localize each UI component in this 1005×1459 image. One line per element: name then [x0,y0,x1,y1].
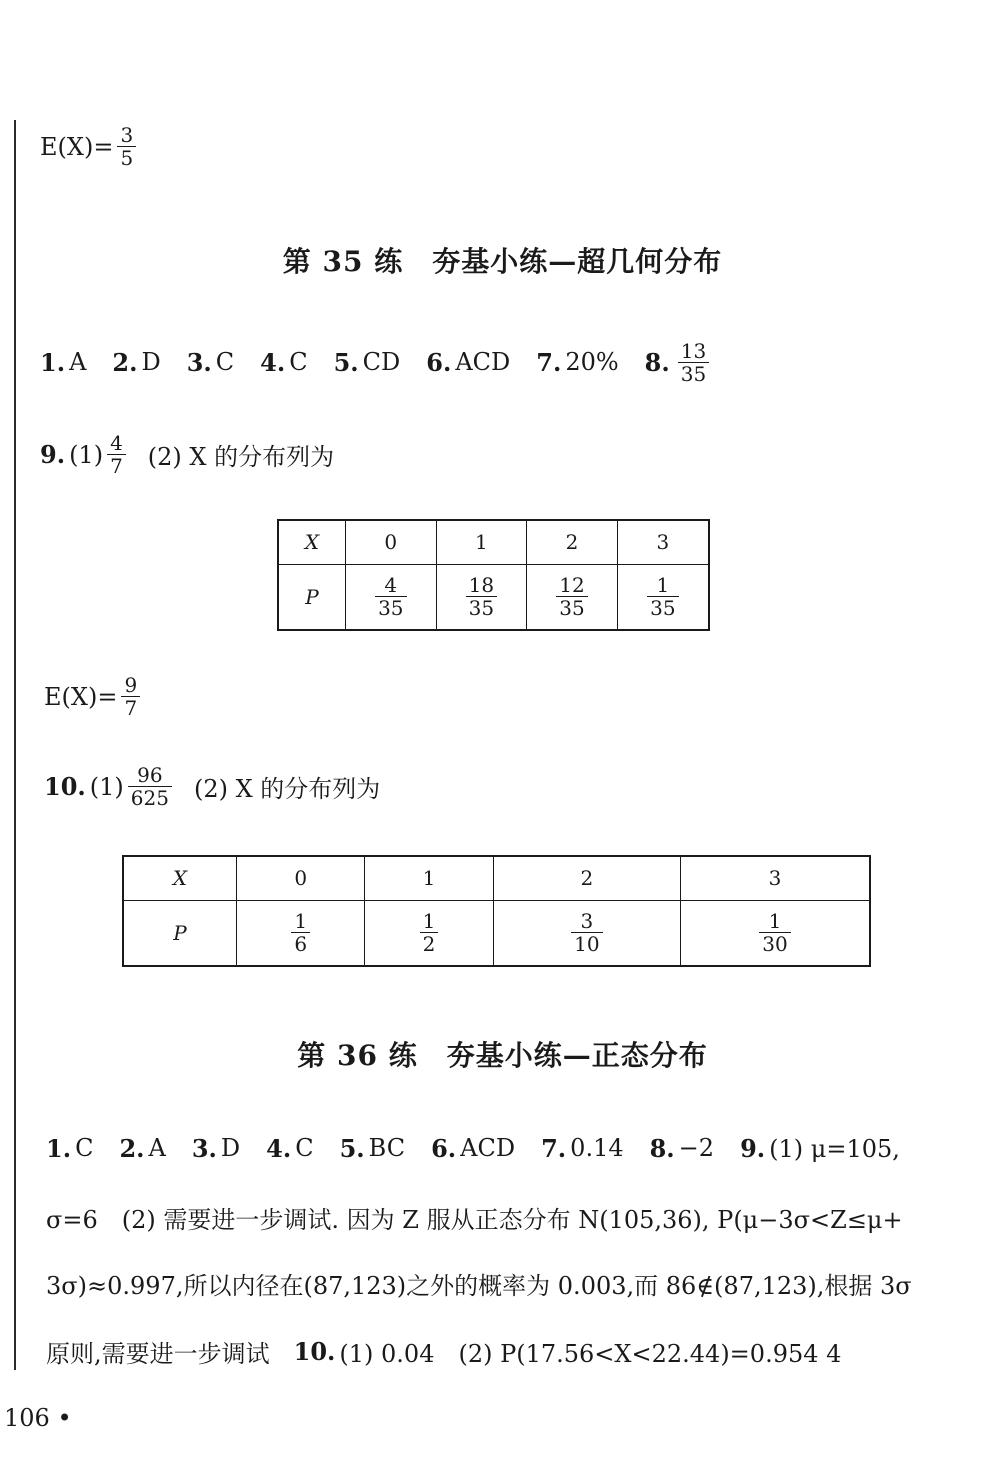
q10-line [44,764,380,809]
distribution-table-2 [122,855,871,967]
answer-number: 8. [649,1134,675,1163]
probability-cell [493,900,680,966]
probability-fraction: $\frac{4}{35}$ [375,574,406,619]
answer-number: 7. [541,1134,567,1163]
x-value-cell: 3 [617,520,709,564]
table-header-label: X [278,520,346,564]
answer-number: 2. [112,348,138,377]
answer-choice: D [220,1134,241,1162]
answer-number: 2. [119,1134,145,1163]
answer-choice: A [69,348,87,376]
line4-text: 原则,需要进一步调试 [46,1340,270,1368]
expectation-2 [44,674,144,719]
probability-cell [237,900,365,966]
q8-number: 8. [644,348,670,377]
section-35-answers [40,340,713,385]
answer-choice: 0.14 [570,1134,624,1162]
x-value-cell: 0 [346,520,437,564]
answer-number: 6. [426,348,452,377]
q10-fraction: $\frac{96}{625}$ [128,764,172,809]
answer-number: 3. [191,1134,217,1163]
section-35-title: 第 35 练 夯基小练—超几何分布 [282,245,723,278]
probability-cell [527,564,618,630]
q9-number: 9. [740,1134,766,1163]
q10-number: 10. [44,772,86,801]
answer-choice: −2 [678,1134,715,1162]
probability-cell [617,564,709,630]
probability-fraction: $\frac{1}{6}$ [291,910,310,955]
q9-line [40,432,334,477]
x-value-cell: 2 [527,520,618,564]
q10-number: 10. [293,1337,336,1366]
fraction: $\frac{3}{5}$ [117,124,136,169]
page-number: 106 • [4,1404,72,1432]
table-header-row [123,856,870,900]
x-value-cell: 0 [237,856,365,900]
q9-part1: (1) [69,440,104,469]
answer-choice: C [295,1134,314,1162]
q10-text: (1) 0.04 (2) P(17.56<X<22.44)=0.954 4 [339,1340,842,1368]
probability-fraction: $\frac{1}{30}$ [759,910,790,955]
top-expectation [40,124,140,169]
q10-part1: (1) [89,772,124,801]
distribution-table-1 [277,519,710,631]
answer-number: 1. [40,348,66,377]
answer-choice: ACD [455,348,511,376]
answer-choice: 20% [565,348,619,376]
table-prob-row [278,564,709,630]
table-row-label: P [123,900,237,966]
q9-part2: (2) X 的分布列为 [147,443,335,471]
probability-cell [346,564,437,630]
section-36-line-3: 3σ)≈0.997,所以内径在(87,123)之外的概率为 0.003,而 86∉(87,123),根据 3σ [46,1272,912,1300]
answer-number: 6. [431,1134,457,1163]
expectation-lhs: E(X)= [44,682,118,711]
x-value-cell: 2 [493,856,680,900]
table-header-row [278,520,709,564]
probability-fraction: $\frac{12}{35}$ [556,574,587,619]
probability-fraction: $\frac{18}{35}$ [466,574,497,619]
answer-number: 5. [339,1134,365,1163]
probability-cell [365,900,493,966]
x-value-cell: 1 [436,520,527,564]
probability-fraction: $\frac{1}{2}$ [420,910,439,955]
probability-fraction: $\frac{1}{35}$ [647,574,678,619]
answer-number: 5. [333,348,359,377]
margin-rule [14,120,16,1370]
q9-text: (1) μ=105, [769,1134,900,1163]
probability-fraction: $\frac{3}{10}$ [571,910,602,955]
answer-choice: CD [362,348,401,376]
q8-fraction: $\frac{13}{35}$ [678,340,709,385]
answer-choice: C [75,1134,94,1162]
answer-choice: D [141,348,161,376]
section-36-title: 第 36 练 夯基小练—正态分布 [297,1039,708,1072]
answer-choice: ACD [460,1134,516,1162]
probability-cell [680,900,870,966]
probability-cell [436,564,527,630]
answer-number: 7. [536,348,562,377]
table-header-label: X [123,856,237,900]
table-row-label: P [278,564,346,630]
answer-number: 4. [260,348,286,377]
section-36-line-2: σ=6 (2) 需要进一步调试. 因为 Z 服从正态分布 N(105,36), P(μ−3σ<Z≤μ+ [46,1206,903,1234]
table-prob-row [123,900,870,966]
answer-choice: BC [368,1134,406,1162]
answer-number: 4. [266,1134,292,1163]
x-value-cell: 1 [365,856,493,900]
q9-fraction: $\frac{4}{7}$ [107,432,126,477]
answer-choice: A [148,1134,166,1162]
answer-number: 3. [186,348,212,377]
section-36-line-4 [46,1334,841,1369]
fraction: $\frac{9}{7}$ [121,674,140,719]
x-value-cell: 3 [680,856,870,900]
q9-number: 9. [40,440,66,469]
expectation-lhs: E(X)= [40,132,114,161]
section-36-answers [46,1134,900,1163]
answer-number: 1. [46,1134,72,1163]
answer-choice: C [289,348,308,376]
q10-part2: (2) X 的分布列为 [193,775,381,803]
answer-choice: C [215,348,235,376]
